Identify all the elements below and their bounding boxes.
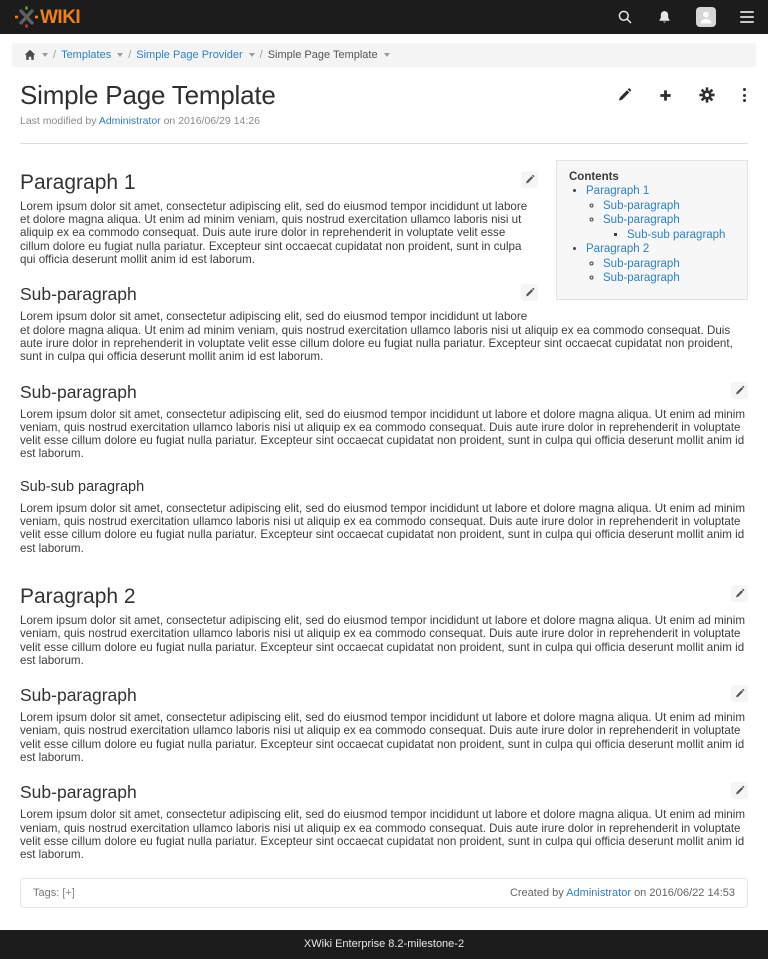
section-title: Sub-sub paragraph xyxy=(20,478,145,495)
xwiki-logo[interactable] xyxy=(14,5,80,29)
toc-item xyxy=(627,229,735,241)
section-edit-button[interactable] xyxy=(521,284,538,301)
toc-item xyxy=(586,243,735,284)
search-icon[interactable] xyxy=(617,9,633,25)
page-footer xyxy=(0,930,768,959)
section-body-text: Lorem ipsum dolor sit amet, consectetur adipiscing elit, sed do eiusmod tempor incididunt ut labore et dolore magna aliqua. Ut enim ad minim veniam, quis nostrud exercitation ullamco laboris nisi ut aliquip ex ea commodo consequat. Duis aute irure dolor in reprehenderit in voluptate velit esse cillum dolore eu fugiat nulla pariatur. Excepteur sint occaecat cupidatat non proident, sunt in culpa qui officia deserunt mollit anim id est laborum. xyxy=(20,199,528,267)
breadcrumb-current-page: Simple Page Template xyxy=(267,49,378,61)
add-tag-button[interactable]: [+] xyxy=(62,886,75,899)
section-body-text: Lorem ipsum dolor sit amet, consectetur adipiscing elit, sed do eiusmod tempor incididunt ut labore et dolore magna aliqua. Ut enim ad minim veniam, quis nostrud exercitation ullamco laboris nisi ut aliquip ex ea commodo consequat. Duis aute irure dolor in reprehenderit in voluptate velit esse cillum dolore eu fugiat nulla pariatur. Excepteur sint occaecat cupidatat non proident, sunt in culpa qui officia deserunt mollit anim id est laborum. xyxy=(20,407,745,461)
section-body-text: Lorem ipsum dolor sit amet, consectetur adipiscing elit, sed do eiusmod tempor incididunt ut labore et dolore magna aliqua. Ut enim ad minim veniam, quis nostrud exercitation ullamco laboris nisi ut aliquip ex ea commodo consequat. Duis aute irure dolor in reprehenderit in voluptate velit esse cillum dolore eu fugiat nulla pariatur. Excepteur sint occaecat cupidatat non proident, sunt in culpa qui officia deserunt mollit anim id est laborum. xyxy=(20,711,745,765)
section-title: Sub-paragraph xyxy=(20,782,137,803)
section-edit-button[interactable] xyxy=(731,685,748,702)
created-author-link[interactable]: Administrator xyxy=(566,886,631,899)
header-divider xyxy=(20,143,748,144)
edit-pencil-icon xyxy=(734,385,745,396)
toc-panel xyxy=(556,160,748,300)
section-title: Sub-paragraph xyxy=(20,381,137,402)
docinfo-bar xyxy=(20,878,748,908)
breadcrumb-dropdown-caret[interactable] xyxy=(117,53,123,57)
notifications-bell-icon[interactable] xyxy=(657,10,672,25)
section-title: Sub-paragraph xyxy=(20,284,137,305)
edit-pencil-icon xyxy=(734,588,745,599)
breadcrumb-separator: / xyxy=(259,49,263,61)
toc-link-sub-sub-paragraph[interactable]: Sub-sub paragraph xyxy=(627,228,726,241)
toc-item xyxy=(603,214,735,241)
toc-title: Contents xyxy=(569,170,619,183)
breadcrumb-link-simple-page-provider[interactable]: Simple Page Provider xyxy=(136,49,243,61)
toc-link-sub-paragraph-3[interactable]: Sub-paragraph xyxy=(603,257,680,270)
breadcrumb-link-templates[interactable]: Templates xyxy=(61,49,112,61)
section-edit-button[interactable] xyxy=(521,171,538,188)
create-page-button[interactable] xyxy=(658,88,673,103)
user-avatar[interactable] xyxy=(696,7,716,27)
toc-link-paragraph-2[interactable]: Paragraph 2 xyxy=(586,243,650,256)
breadcrumb-separator: / xyxy=(53,49,57,61)
tags-label: Tags: xyxy=(33,886,60,899)
breadcrumb-separator: / xyxy=(128,49,132,61)
toc-item xyxy=(586,185,735,241)
edit-page-button[interactable] xyxy=(616,87,632,103)
last-modified-line xyxy=(20,115,748,127)
section-sub-paragraph-2 xyxy=(20,382,748,461)
section-body-text: Lorem ipsum dolor sit amet, consectetur adipiscing elit, sed do eiusmod tempor incididunt ut labore et dolore magna aliqua. Ut enim ad minim veniam, quis nostrud exercitation ullamco laboris nisi ut aliquip ex ea commodo consequat. Duis aute irure dolor in reprehenderit in voluptate velit esse cillum dolore eu fugiat nulla pariatur. Excepteur sint occaecat cupidatat non proident, sunt in culpa qui officia deserunt mollit anim id est laborum. xyxy=(20,613,745,667)
section-heading-h1 xyxy=(20,585,748,609)
section-body-text: Lorem ipsum dolor sit amet, consectetur adipiscing elit, sed do eiusmod tempor incididunt ut labore et dolore magna aliqua. Ut enim ad minim veniam, quis nostrud exercitation ullamco laboris nisi ut aliquip ex ea commodo consequat. Duis aute irure dolor in reprehenderit in voluptate velit esse cillum dolore eu fugiat nulla pariatur. Excepteur sint occaecat cupidatat non proident, sunt in culpa qui officia deserunt mollit anim id est laborum. xyxy=(20,310,733,364)
settings-gear-icon[interactable] xyxy=(699,87,715,103)
version-text: XWiki Enterprise 8.2-milestone-2 xyxy=(303,937,465,950)
toc-list xyxy=(569,185,735,284)
modified-author-link[interactable]: Administrator xyxy=(98,114,161,127)
xwiki-logo-text: WIKI xyxy=(40,6,81,28)
section-edit-button[interactable] xyxy=(731,782,748,799)
section-title: Sub-paragraph xyxy=(20,685,137,706)
toc-link-sub-paragraph-2[interactable]: Sub-paragraph xyxy=(603,214,680,227)
toc-item xyxy=(603,258,735,270)
section-heading-h2 xyxy=(20,782,748,803)
toc-link-paragraph-1[interactable]: Paragraph 1 xyxy=(586,185,650,198)
section-sub-paragraph-4 xyxy=(20,782,748,861)
breadcrumb-dropdown-caret[interactable] xyxy=(42,53,48,57)
section-heading-h2 xyxy=(20,685,748,706)
section-sub-paragraph-3 xyxy=(20,685,748,764)
breadcrumb-dropdown-caret[interactable] xyxy=(249,53,255,57)
edit-pencil-icon xyxy=(524,287,535,298)
menu-hamburger-icon[interactable] xyxy=(740,11,754,23)
section-title: Paragraph 2 xyxy=(20,584,136,608)
section-paragraph-2 xyxy=(20,585,748,667)
edit-pencil-icon xyxy=(734,688,745,699)
section-edit-button[interactable] xyxy=(731,585,748,602)
top-navbar xyxy=(0,0,768,34)
xwiki-logo-x-icon xyxy=(14,5,39,29)
modified-suffix: on 2016/06/29 14:26 xyxy=(163,114,260,127)
page-title: Simple Page Template xyxy=(20,80,276,110)
modified-prefix: Last modified by xyxy=(20,114,97,127)
toc-link-sub-paragraph-1[interactable]: Sub-paragraph xyxy=(603,199,680,212)
created-suffix: on 2016/06/22 14:53 xyxy=(634,886,735,899)
section-body-text: Lorem ipsum dolor sit amet, consectetur adipiscing elit, sed do eiusmod tempor incididunt ut labore et dolore magna aliqua. Ut enim ad minim veniam, quis nostrud exercitation ullamco laboris nisi ut aliquip ex ea commodo consequat. Duis aute irure dolor in reprehenderit in voluptate velit esse cillum dolore eu fugiat nulla pariatur. Excepteur sint occaecat cupidatat non proident, sunt in culpa qui officia deserunt mollit anim id est laborum. xyxy=(20,808,745,862)
edit-pencil-icon xyxy=(524,174,535,185)
section-title: Paragraph 1 xyxy=(20,170,136,194)
home-icon[interactable] xyxy=(24,49,36,61)
created-line xyxy=(510,887,735,899)
edit-pencil-icon xyxy=(734,785,745,796)
more-actions-kebab-icon[interactable] xyxy=(741,88,748,102)
created-prefix: Created by xyxy=(509,886,564,899)
section-body-text: Lorem ipsum dolor sit amet, consectetur adipiscing elit, sed do eiusmod tempor incididunt ut labore et dolore magna aliqua. Ut enim ad minim veniam, quis nostrud exercitation ullamco laboris nisi ut aliquip ex ea commodo consequat. Duis aute irure dolor in reprehenderit in voluptate velit esse cillum dolore eu fugiat nulla pariatur. Excepteur sint occaecat cupidatat non proident, sunt in culpa qui officia deserunt mollit anim id est laborum. xyxy=(20,501,745,555)
section-sub-sub-paragraph xyxy=(20,479,748,555)
breadcrumb-dropdown-caret[interactable] xyxy=(384,53,390,57)
section-edit-button[interactable] xyxy=(731,382,748,399)
section-heading-h3 xyxy=(20,479,748,495)
toc-item xyxy=(603,272,735,284)
toc-link-sub-paragraph-4[interactable]: Sub-paragraph xyxy=(603,272,680,285)
toc-item xyxy=(603,200,735,212)
section-heading-h2 xyxy=(20,382,748,403)
breadcrumb xyxy=(12,43,756,67)
